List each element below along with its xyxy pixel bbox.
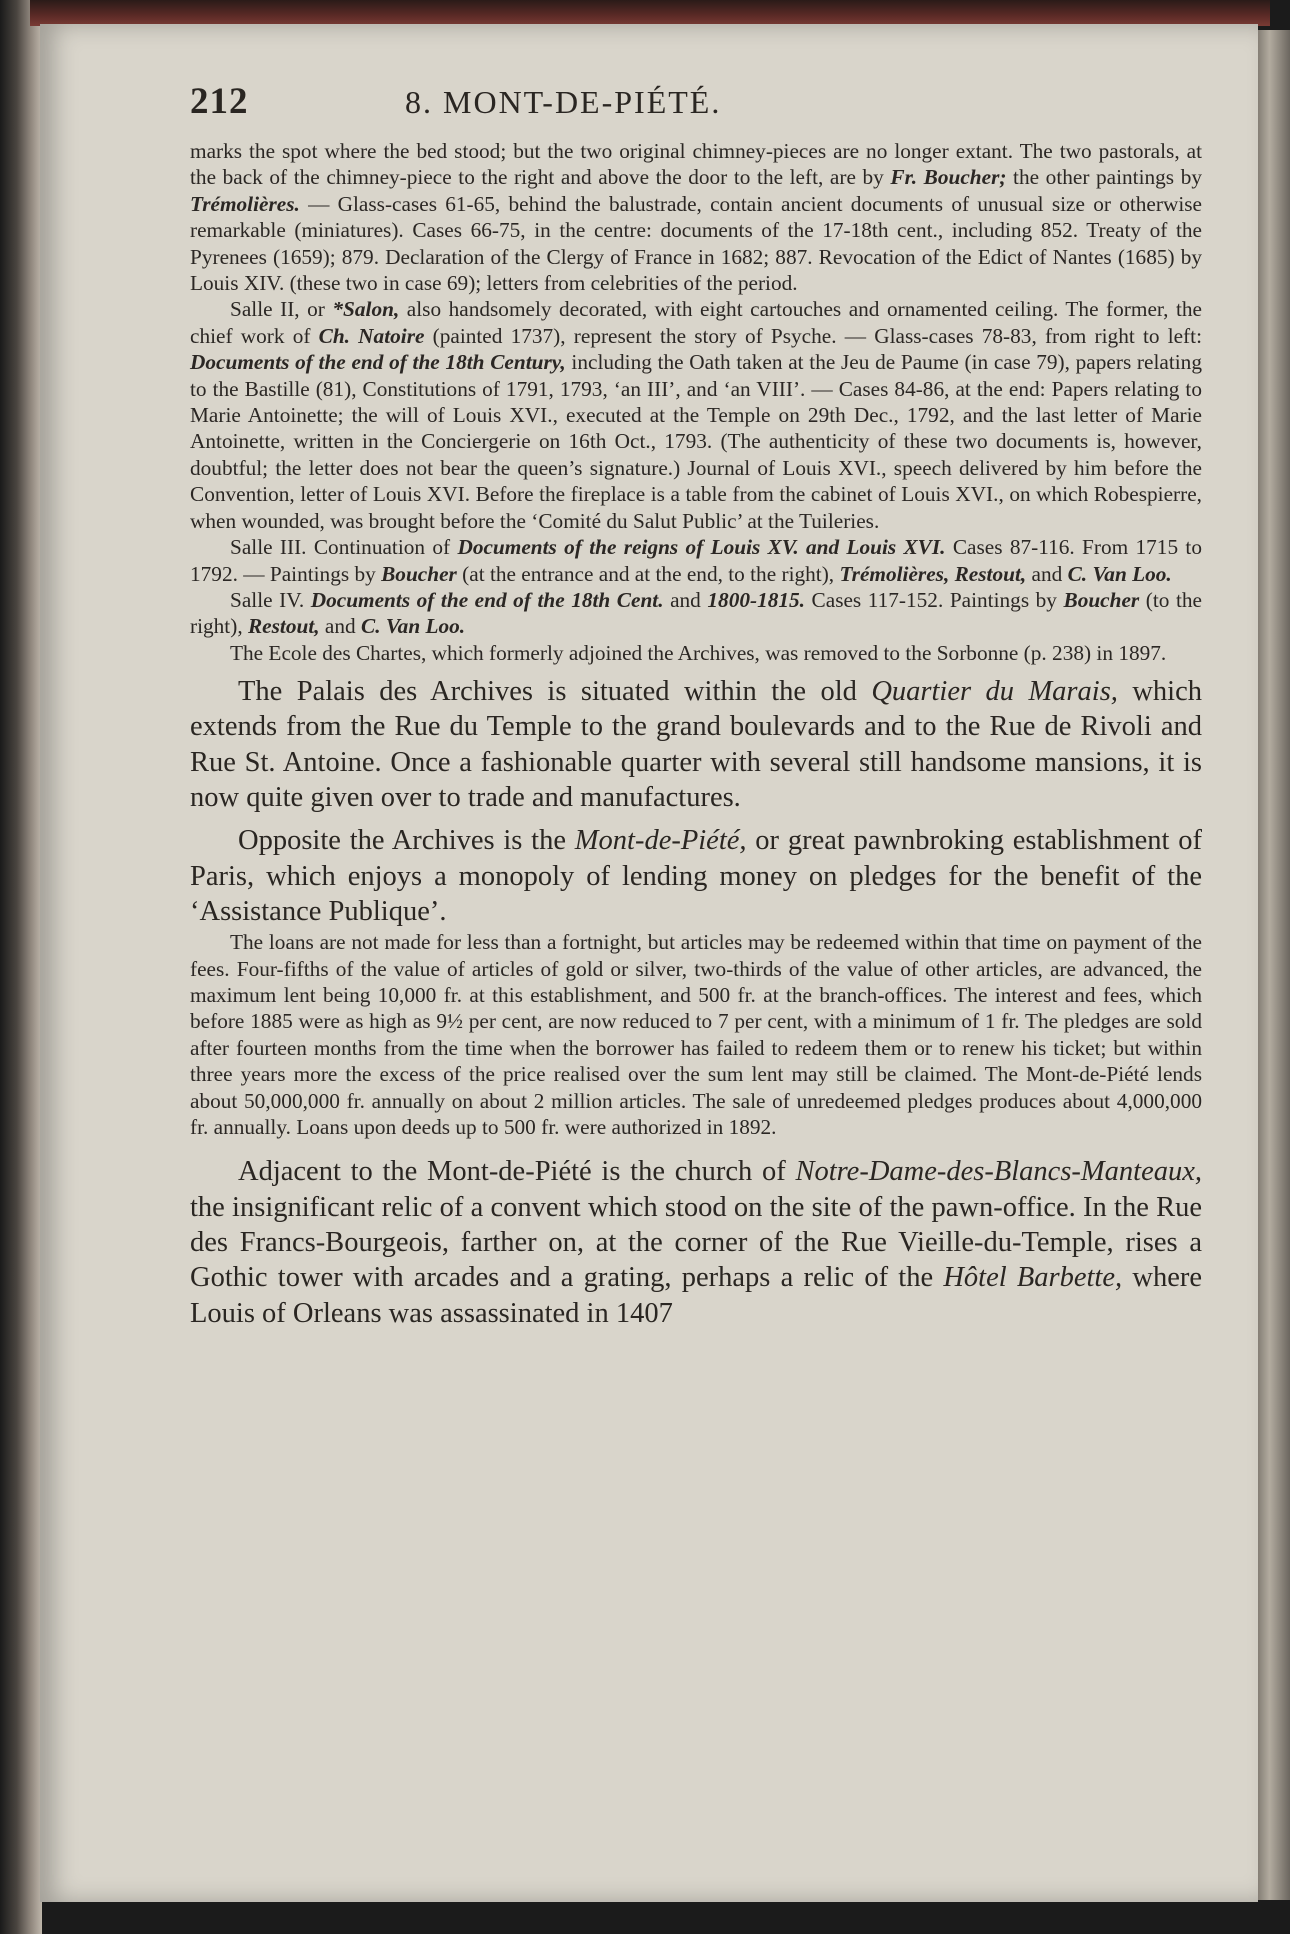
paragraph-notre-dame: Adjacent to the Mont-de-Piété is the church of Notre-Dame-des-Blancs-Manteaux, the insignificant relic of a convent which stood on the site of the pawn-office. In the Rue des Francs-Bourgeois, farther on, at the corner of the Rue Vieille-du-Temple, rises a Gothic tower with arcades and a grating, perhaps a relic of the Hôtel Barbette, where Louis of Orleans was assassinated in 1407	[190, 1156, 1202, 1329]
binding-edge-left	[0, 0, 42, 1934]
book-page	[40, 24, 1258, 1902]
page-number: 212	[190, 81, 249, 122]
page-header	[190, 74, 1202, 138]
paragraph-salle-ii: Salle II, or *Salon, also handsomely decorated, with eight cartouches and ornamented ceiling. The former, the chief work of Ch. Natoire (painted 1737), represent the story of Psyche. — Glass-cases 78-83, from right to left: Documents of the end of the 18th Century, including the Oath taken at the Jeu de Paume (in case 79), papers relating to the Bastille (81), Constitutions of 1791, 1793, ‘an III’, and ‘an VIII’. — Cases 84-86, at the end: Papers relating to Marie Antoinette; the will of Louis XVI., executed at the Temple on 29th Dec., 1792, and the last letter of Marie Antoinette, written in the Conciergerie on 16th Oct., 1793. (The authenticity of these two documents is, however, doubtful; the letter does not bear the queen’s signature.) Journal of Louis XVI., speech delivered by him before the Convention, letter of Louis XVI. Before the fireplace is a table from the cabinet of Louis XVI., on which Robespierre, when wounded, was brought before the ‘Comité du Salut Public’ at the Tuileries.	[190, 297, 1202, 533]
paragraph-salle-iv: Salle IV. Documents of the end of the 18th Cent. and 1800-1815. Cases 117-152. Paintings by Boucher (to the right), Restout, and C. Van Loo.	[190, 587, 1202, 639]
page-stack-right	[1256, 30, 1290, 1900]
paragraph-salle-iii: Salle III. Continuation of Documents of the reigns of Louis XV. and Louis XVI. Cases 87-116. From 1715 to 1792. — Paintings by Boucher (at the entrance and at the end, to the right), Trémolières, Restout, and C. Van Loo.	[190, 535, 1203, 586]
paragraph-mont-de-piete: Opposite the Archives is the Mont-de-Piété, or great pawnbroking establishment of Paris, which enjoys a monopoly of lending money on pledges for the benefit of the ‘Assistance Publique’.	[190, 825, 1202, 927]
paragraph-salle-i-cont: marks the spot where the bed stood; but the two original chimney-pieces are no longer extant. The two pastorals, at the back of the chimney-piece to the right and above the door to the left, are by Fr. Boucher; the other paintings by Trémolières. — Glass-cases 61-65, behind the balustrade, contain ancient documents of unusual size or otherwise remarkable (miniatures). Cases 66-75, in the centre: documents of the 17-18th cent., including 852. Treaty of the Pyrenees (1659); 879. Declaration of the Clergy of France in 1682; 887. Revocation of the Edict of Nantes (1685) by Louis XIV. (these two in case 69); letters from celebrities of the period.	[190, 139, 1202, 296]
paragraph-loans: The loans are not made for less than a fortnight, but articles may be redeemed within that time on payment of the fees. Four-fifths of the value of articles of gold or silver, two-thirds of the value of other articles, are advanced, the maximum lent being 10,000 fr. at this establishment, and 500 fr. at the branch-offices. The interest and fees, which before 1885 were as high as 9½ per cent, are now reduced to 7 per cent, with a minimum of 1 fr. The pledges are sold after fourteen months from the time when the borrower has failed to redeem them or to renew his ticket; but within three years more the excess of the price realised over the sum lent may still be claimed. The Mont-de-Piété lends about 50,000,000 fr. annually on about 2 million articles. The sale of unredeemed pledges produces about 4,000,000 fr. annually. Loans upon deeds up to 500 fr. were authorized in 1892.	[190, 930, 1202, 1140]
page-top-edge	[30, 0, 1270, 26]
paragraph-ecole-des-chartes: The Ecole des Chartes, which formerly adjoined the Archives, was removed to the Sorbonne (p. 238) in 1897.	[230, 640, 1167, 665]
page-content	[190, 74, 1202, 1331]
running-head: 8. MONT-DE-PIÉTÉ.	[405, 84, 722, 120]
paragraph-palais-des-archives: The Palais des Archives is situated within the old Quartier du Marais, which extends from the Rue du Temple to the grand boulevards and to the Rue de Rivoli and Rue St. Antoine. Once a fashionable quarter with several still handsome mansions, it is now quite given over to trade and manufactures.	[190, 676, 1203, 814]
